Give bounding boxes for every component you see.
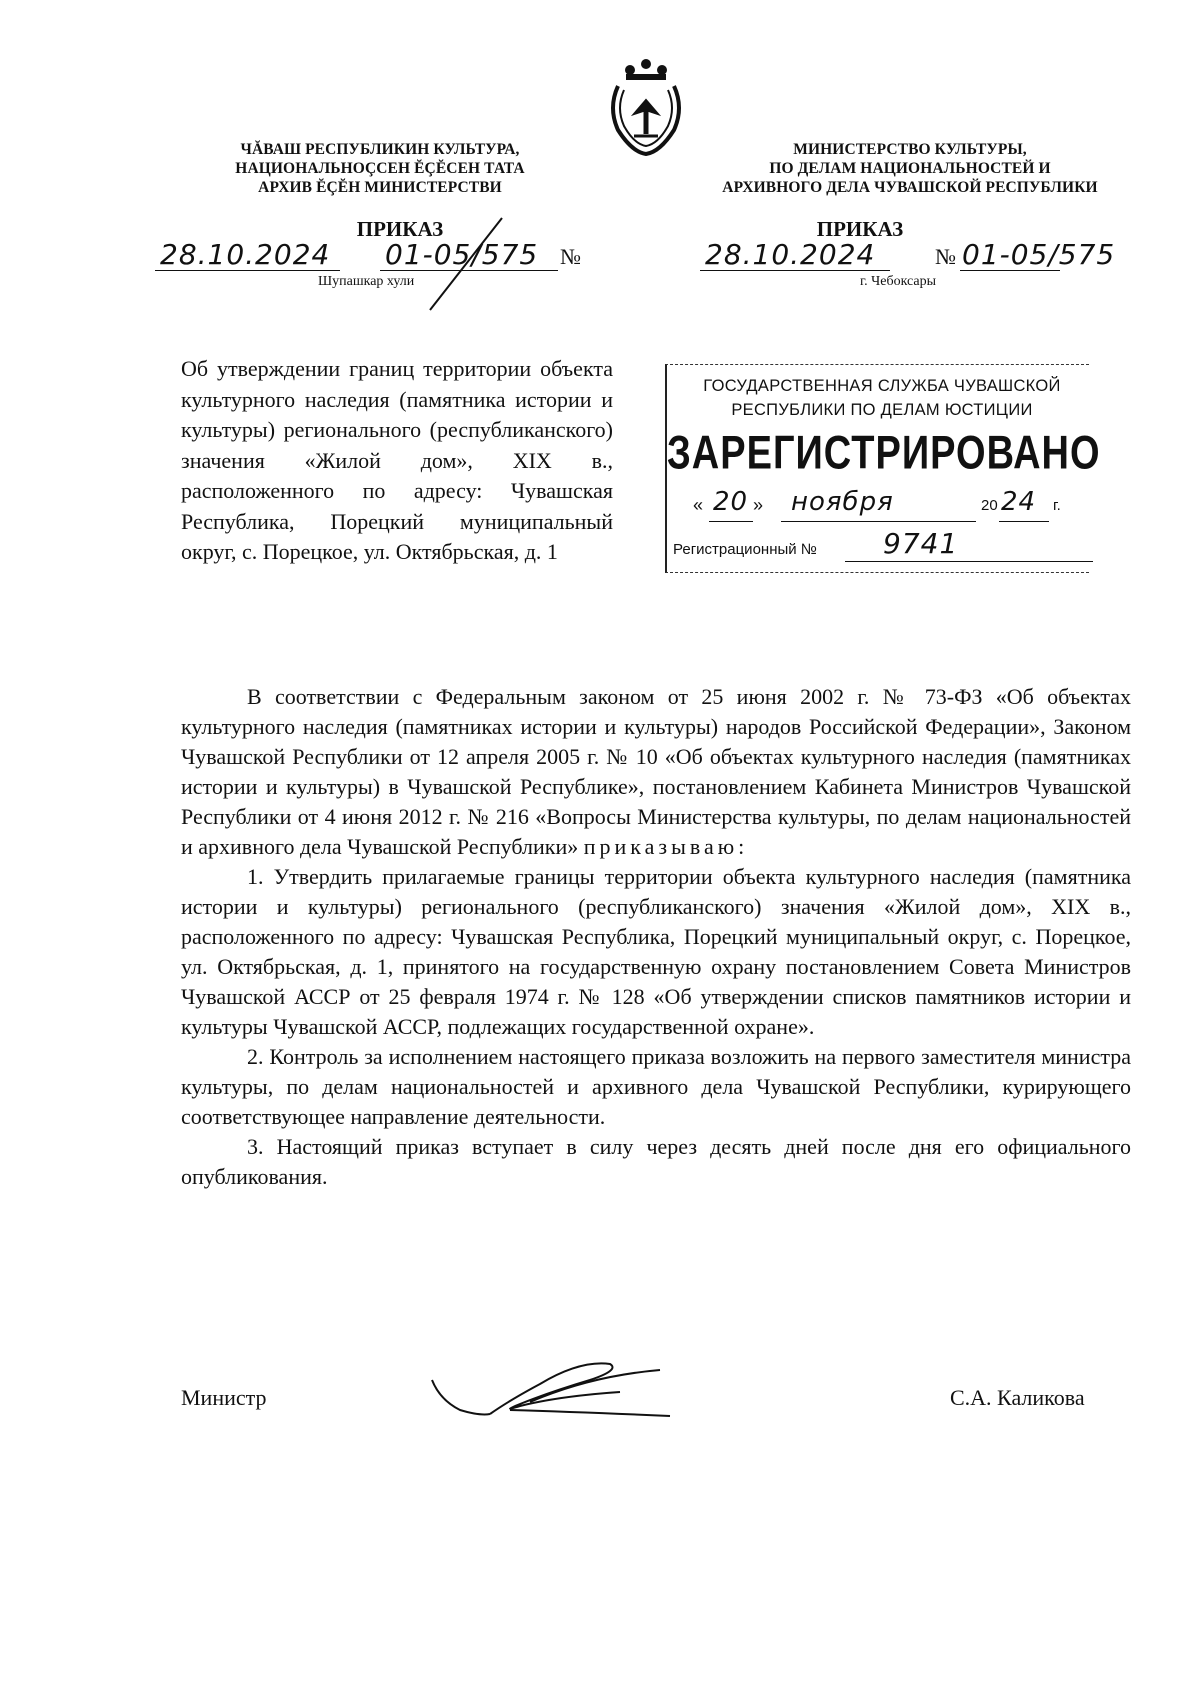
header-right-line1: МИНИСТЕРСТВО КУЛЬТУРЫ, [793, 141, 1027, 158]
body-paragraph-1 [181, 682, 1131, 862]
header-left-line2: НАЦИОНАЛЬНОÇСЕН ĔÇĔСЕН ТАТА [235, 160, 525, 177]
order-word: приказываю: [583, 834, 749, 859]
signatory-position: Министр [181, 1385, 267, 1410]
body-paragraph-1-text: В соответствии с Федеральным законом от 25 июня 2002 г. № 73-ФЗ «Об объектах культурного наследия (памятниках истории и культуры) народов Российской Федерации», Законом Чувашской Республики от 12 апреля 2005 г. № 10 «Об объектах культурного наследия (памятниках истории и культуры) в Чувашской Республике», постановлением Кабинета Министров Чувашской Республики от 4 июня 2012 г. № 216 «Вопросы Министерства культуры, по делам национальностей и архивного дела Чувашской Республики» [181, 684, 1131, 859]
header-right-line2: ПО ДЕЛАМ НАЦИОНАЛЬНОСТЕЙ И [769, 160, 1051, 177]
body-paragraph-3: 2. Контроль за исполнением настоящего приказа возложить на первого заместителя министра культуры, по делам национальностей и архивного дела Чувашской Республики, курирующего соответствующее направление деятельности. [181, 1044, 1131, 1129]
coat-of-arms-emblem [600, 56, 692, 156]
header-left-line1: ЧĂВАШ РЕСПУБЛИКИН КУЛЬТУРА, [240, 141, 520, 158]
header-right [680, 140, 1140, 197]
stamp-quote-close: » [753, 495, 764, 515]
order-label-right: ПРИКАЗ [816, 217, 904, 241]
place-right: г. Чебоксары [860, 274, 937, 289]
handwritten-date-left: 28.10.2024 [160, 238, 331, 271]
handwritten-number-right: 01-05/575 [962, 238, 1116, 271]
header-left-line3: АРХИВ ĔÇĔН МИНИСТЕРСТВИ [258, 179, 502, 196]
stamp-year-unit: г. [1053, 497, 1061, 514]
stamp-authority-line2: РЕСПУБЛИКИ ПО ДЕЛАМ ЮСТИЦИИ [731, 401, 1033, 419]
stamp-regnum-underline [845, 561, 1093, 562]
stamp-day-underline [709, 521, 753, 522]
handwritten-signature [420, 1340, 720, 1430]
stamp-year-suffix: 24 [1001, 487, 1037, 517]
signatory-name: С.А. Каликова [950, 1385, 1085, 1410]
header-left [200, 140, 560, 197]
handwritten-number-left: 01-05/575 [385, 238, 539, 271]
registration-stamp [665, 364, 1101, 573]
body-paragraph-4: 3. Настоящий приказ вступает в силу через десять дней после дня его официального опубликования. [181, 1134, 1131, 1189]
stamp-regnum-row [673, 527, 1093, 565]
document-title: Об утверждении границ территории объекта культурного наследия (памятника истории и культуры) регионального (республиканского) значения «Жилой дом», XIX в., расположенного по адресу: Чувашская Республика, Порецкий муниципальный округ, с. Порецкое, ул. Октябрьская, д. 1 [181, 356, 613, 564]
underline-number-right [960, 270, 1060, 271]
stamp-year-prefix: 20 [981, 497, 998, 514]
stamp-regnum-value: 9741 [883, 527, 959, 560]
number-sign-left: № [560, 244, 581, 269]
order-label-left: ПРИКАЗ [356, 217, 444, 241]
slash-stroke-left [420, 214, 510, 314]
stamp-month-underline [781, 521, 976, 522]
stamp-year-underline [999, 521, 1049, 522]
document-body [181, 682, 1131, 1192]
body-paragraph-2: 1. Утвердить прилагаемые границы территории объекта культурного наследия (памятника истории и культуры) регионального (республиканского) значения «Жилой дом», XIX в., расположенного по адресу: Чувашская Республика, Порецкий муниципальный округ, с. Порецкое, ул. Октябрьская, д. 1, принятого на государственную охрану постановлением Совета Министров Чувашской АССР от 25 февраля 1974 г. № 128 «Об утверждении списков памятников истории и культуры Чувашской АССР, подлежащих государственной охране». [181, 864, 1131, 1039]
place-left: Шупашкар хули [318, 274, 415, 289]
stamp-registered-label: ЗАРЕГИСТРИРОВАНО [667, 427, 1101, 480]
underline-date-left [155, 270, 340, 271]
underline-number-left [380, 270, 558, 271]
underline-date-right [700, 270, 890, 271]
stamp-authority-line1: ГОСУДАРСТВЕННАЯ СЛУЖБА ЧУВАШСКОЙ [703, 377, 1061, 395]
handwritten-date-right: 28.10.2024 [705, 238, 876, 271]
header-right-line3: АРХИВНОГО ДЕЛА ЧУВАШСКОЙ РЕСПУБЛИКИ [722, 179, 1098, 196]
stamp-day: 20 [713, 487, 749, 517]
number-sign-right: № [935, 244, 956, 269]
stamp-month: ноября [791, 487, 894, 517]
stamp-quote-open: « [693, 495, 704, 515]
stamp-regnum-label: Регистрационный № [673, 541, 817, 558]
stamp-date-row [691, 487, 1091, 527]
